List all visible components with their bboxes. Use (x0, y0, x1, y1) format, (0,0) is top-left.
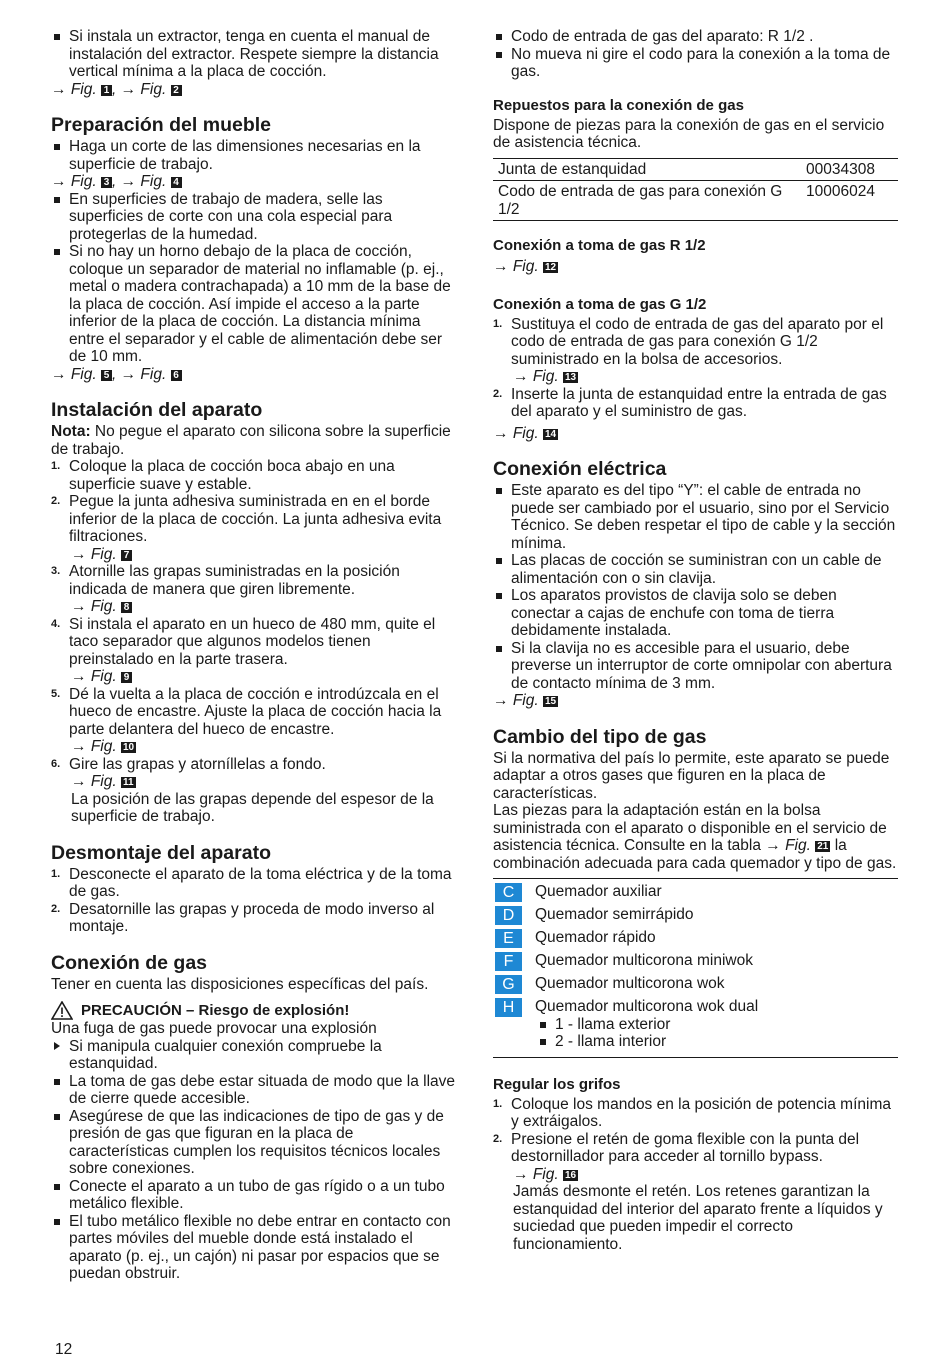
numbered-step: 1. Sustituya el codo de entrada de gas del aparato por el codo de entrada de gas para conexión G 1/2 suministrado en la bolsa de accesorios. (493, 315, 884, 368)
figure-reference: → Fig. 3 , → Fig. 4 (51, 173, 456, 191)
numbered-step: 4. Si instala el aparato en un hueco de 480 mm, quite el taco separador que algunos modelos tienen preinstalado en la parte trasera. (51, 615, 436, 668)
burner-name-cell: Quemador semirrápido (535, 906, 694, 923)
bullet-item: Los aparatos provistos de clavija solo se deben conectar a cajas de enchufe con toma de tierra debidamente instalada. (493, 587, 898, 640)
sub-bullet-item: 1 - llama exterior (537, 1016, 898, 1034)
table-cell: 00034308 (798, 158, 898, 181)
action-item: Si manipula cualquier conexión compruebe la estanquidad. (51, 1038, 456, 1073)
burner-letter-cell (493, 950, 535, 973)
step-note: Jamás desmonte el retén. Los retenes garantizan la estanquidad del interior del aparato frente a líquidos y suciedad que pueden impedir el correcto funcionamiento. (513, 1183, 883, 1253)
table-cell: 10006024 (798, 181, 898, 221)
burner-letter-cell (493, 927, 535, 950)
table-row (493, 158, 898, 181)
parts-table (493, 158, 898, 222)
figure-reference: → Fig. 9 (51, 668, 456, 686)
elec-bullets-list (493, 482, 898, 692)
burner-name-cell: Quemador multicorona miniwok (535, 952, 753, 969)
section-title: Cambio del tipo de gas (493, 725, 707, 748)
left-column (51, 28, 456, 1283)
right-column (493, 28, 898, 1253)
bullet-item: Si la clavija no es accesible para el usuario, debe preverse un interruptor de corte omnipolar con abertura de contacto mínima de 3 mm. (493, 640, 898, 693)
install-steps-list (51, 458, 456, 826)
numbered-step: 1. Coloque la placa de cocción boca abajo en una superficie suave y estable. (51, 458, 395, 493)
bullet-item: Las placas de cocción se suministran con un cable de alimentación con o sin clavija. (493, 552, 898, 587)
sub-bullet-item: 2 - llama interior (537, 1033, 898, 1051)
table-row (493, 927, 898, 950)
bullet-item: Si no hay un horno debajo de la placa de cocción, coloque un separador de material no inflamable (p. ej., metal o madera contrachapada) a 10 mm de la base de la placa de cocción. Así impide el acceso a la parte inferior de la placa de cocción. La distancia mínima entre el separador y el cable de alimentación debe ser de 10 mm. (51, 243, 456, 366)
paragraph: Si la normativa del país lo permite, este aparato se puede adaptar a otros gases que figuren en la placa de características. (493, 749, 890, 802)
table-row (493, 904, 898, 927)
paragraph: Dispone de piezas para la conexión de gas en el servicio de asistencia técnica. (493, 116, 885, 151)
figure-reference: → Fig. 5 , → Fig. 6 (51, 366, 456, 384)
burner-name-cell: Quemador rápido (535, 929, 656, 946)
figure-reference: → Fig. 16 (513, 1165, 577, 1183)
numbered-step: 2. Presione el retén de goma flexible con la punta del destornillador para acceder al tornillo bypass. (493, 1130, 860, 1165)
bullet-item: Si instala un extractor, tenga en cuenta el manual de instalación del extractor. Respete siempre la distancia vertical mínima a la placa de cocción. (51, 28, 456, 81)
table-cell: Junta de estanquidad (493, 158, 798, 181)
table-row (493, 973, 898, 996)
bullet-item: Conecte el aparato a un tubo de gas rígido o a un tubo metálico flexible. (51, 1178, 456, 1213)
burner-letter-badge: G (495, 975, 522, 994)
figure-reference: → Fig. 1 , → Fig. 2 (51, 81, 456, 99)
table-row (493, 996, 898, 1057)
figure-reference: → Fig. 8 (51, 598, 456, 616)
remove-steps-list (51, 866, 456, 936)
figure-reference: → Fig. 10 (71, 738, 135, 755)
bullet-item: Codo de entrada de gas del aparato: R 1/2 . (493, 28, 898, 46)
bullet-item: En superficies de trabajo de madera, selle las superficies de corte con una cola especial para protegerlas de la humedad. (51, 191, 456, 244)
numbered-step: 5. Dé la vuelta a la placa de cocción e introdúzcala en el hueco de encastre. Ajuste la placa de cocción hacia la parte delantera del hueco de encastre. (51, 685, 442, 738)
numbered-step: 1. Desconecte el aparato de la toma eléctrica y de la toma de gas. (51, 865, 452, 900)
bullet-item: La toma de gas debe estar situada de modo que la llave de cierre quede accesible. (51, 1073, 456, 1108)
figure-reference: → Fig. 13 (513, 368, 577, 385)
gas-bullets-list (51, 1073, 456, 1283)
paragraph: Las piezas para la adaptación están en la bolsa suministrada con el aparato o disponible en el servicio de asistencia técnica. Consulte en la tabla → Fig. 21 la combinación adecuada para cada quemador y tipo de gas. (493, 802, 897, 872)
burner-letter-cell (493, 879, 535, 905)
subsection-title: Repuestos para la conexión de gas (493, 96, 744, 114)
table-row (493, 879, 898, 905)
burner-letter-badge: H (495, 998, 522, 1017)
burner-letter-cell (493, 996, 535, 1057)
subsection-title: Conexión a toma de gas G 1/2 (493, 295, 707, 313)
figure-reference: → Fig. 15 (493, 692, 557, 709)
figure-reference: → Fig. 11 (71, 773, 134, 790)
section-title: Conexión de gas (51, 951, 208, 974)
subsection-title: Conexión a toma de gas R 1/2 (493, 237, 706, 254)
bullet-item: Este aparato es del tipo “Y”: el cable de entrada no puede ser cambiado por el usuario, sino por el Servicio Técnico. Se deben respetar el tipo de cable y la sección mínima. (493, 482, 898, 552)
section-title: Conexión eléctrica (493, 458, 667, 480)
numbered-step: 6. Gire las grapas y atorníllelas a fondo. (51, 755, 326, 773)
table-row (493, 950, 898, 973)
warning-heading: PRECAUCIÓN – Riesgo de explosión! (51, 1001, 456, 1020)
section-title: Preparación del mueble (51, 114, 271, 136)
numbered-step: 2. Desatornille las grapas y proceda de modo inverso al montaje. (51, 900, 435, 935)
numbered-step: 1. Coloque los mandos en la posición de potencia mínima y extráigalos. (493, 1095, 891, 1130)
bullet-item: Asegúrese de que las indicaciones de tipo de gas y de presión de gas que figuran en la placa de características cumplen los requisitos técnicos locales sobre conexiones. (51, 1108, 456, 1178)
top-bullets-list (493, 28, 898, 81)
bullet-item: El tubo metálico flexible no debe entrar en contacto con partes móviles del mueble donde está instalado el aparato (p. ej., un cajón) ni pasar por espacios que se puedan obstruir. (51, 1213, 456, 1283)
numbered-step: 3. Atornille las grapas suministradas en la posición indicada de manera que giren libremente. (51, 563, 400, 598)
numbered-step: 2. Inserte la junta de estanquidad entre la entrada de gas del aparato y el suministro de gas. (493, 385, 887, 420)
burner-letter-badge: E (495, 929, 522, 948)
numbered-step: 2. Pegue la junta adhesiva suministrada en en el borde inferior de la placa de cocción. La junta adhesiva evita filtraciones. (51, 493, 442, 545)
burner-letter-badge: D (495, 906, 522, 925)
paragraph: Tener en cuenta las disposiciones específicas del país. (51, 975, 429, 993)
warning-triangle-icon (51, 1001, 73, 1020)
subsection-title: Regular los grifos (493, 1075, 621, 1093)
burner-letter-cell (493, 973, 535, 996)
burner-letter-badge: C (495, 883, 522, 902)
figure-reference: → Fig. 14 (493, 424, 557, 442)
note: Nota: No pegue el aparato con silicona sobre la superficie de trabajo. (51, 423, 451, 458)
warning-text: Una fuga de gas puede provocar una explosión (51, 1020, 377, 1037)
section-title: Desmontaje del aparato (51, 841, 271, 864)
page-number: 12 (55, 1341, 73, 1358)
bullet-item: Haga un corte de las dimensiones necesarias en la superficie de trabajo. (51, 138, 456, 173)
burner-letter-badge: F (495, 952, 522, 971)
table-row (493, 181, 898, 221)
figure-reference: → Fig. 12 (493, 258, 557, 275)
burner-name-cell: Quemador multicorona wok (535, 975, 725, 992)
step-note: La posición de las grapas depende del espesor de la superficie de trabajo. (71, 790, 434, 825)
figure-reference: → Fig. 7 (51, 546, 456, 564)
burner-letter-cell (493, 904, 535, 927)
section-title: Instalación del aparato (51, 399, 263, 421)
bullet-item: No mueva ni gire el codo para la conexión a la toma de gas. (493, 46, 898, 81)
table-cell: Codo de entrada de gas para conexión G 1/2 (493, 181, 798, 221)
burner-name-cell: Quemador multicorona wok dual 1 - llama exterior 2 - llama interior (535, 996, 898, 1057)
burner-table (493, 878, 898, 1058)
burner-name-cell: Quemador auxiliar (535, 879, 898, 905)
